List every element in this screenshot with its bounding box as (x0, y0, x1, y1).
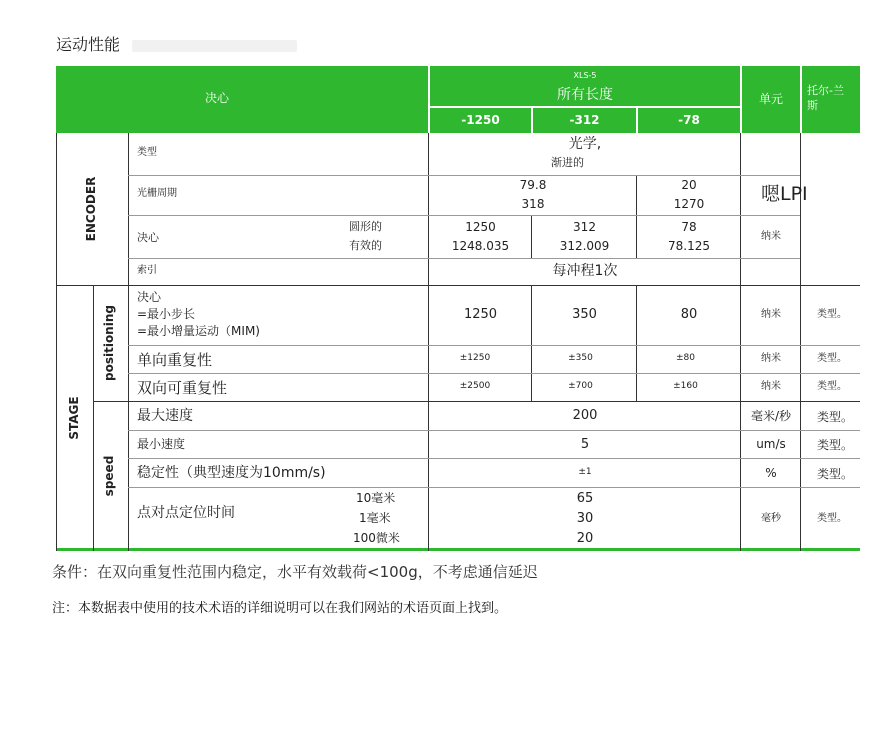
p2p-unit: 毫秒 (761, 513, 781, 524)
header-col-1250: -1250 (461, 113, 500, 127)
resolution-c2: 78.125 (668, 239, 710, 253)
resolution-c1: 78 (681, 220, 697, 234)
row-grating-label: 光栅周期 (137, 188, 177, 199)
p2p-v2: 30 (576, 511, 594, 526)
grating-ab-1: 79.8 (519, 178, 547, 192)
grating-c-1: 20 (681, 178, 697, 192)
pos-resolution-line3: =最小增量运动（MIM) (137, 324, 260, 338)
bi-a: ±2500 (459, 381, 491, 391)
uni-c: ±80 (676, 353, 695, 363)
group-speed: speed (102, 455, 116, 497)
header-all-lengths: 所有长度 (557, 87, 613, 103)
bi-tol: 类型。 (817, 381, 847, 392)
pos-resolution-line1: 决心 (137, 290, 162, 304)
pos-resolution-a: 1250 (463, 307, 498, 322)
pos-resolution-tol: 类型。 (817, 309, 847, 320)
speed-max-label: 最大速度 (137, 408, 193, 424)
row-index-label: 索引 (137, 265, 157, 276)
header-model: XLS-5 (573, 71, 597, 80)
grating-c-2: 1270 (673, 197, 705, 211)
bi-label: 双向可重复性 (137, 379, 228, 397)
uni-a: ±1250 (459, 353, 491, 363)
p2p-sub-10mm: 10毫米 (356, 491, 396, 505)
p2p-v1: 65 (576, 491, 594, 506)
speed-stability-value: ±1 (578, 467, 592, 477)
bi-b: ±700 (568, 381, 593, 391)
index-value: 每冲程1次 (552, 263, 618, 279)
speed-min-value: 5 (580, 437, 590, 452)
group-encoder: ENCODER (84, 176, 98, 242)
speed-min-unit: um/s (756, 437, 786, 451)
p2p-sub-1mm: 1毫米 (359, 511, 391, 525)
grating-unit: 嗯LPI (761, 183, 808, 205)
uni-label: 单向重复性 (137, 351, 213, 369)
page-title: 运动性能 (56, 35, 121, 54)
header-resolution: 决心 (205, 91, 230, 105)
grating-ab-2: 318 (521, 197, 545, 211)
header-col-312: -312 (569, 113, 600, 127)
row-type-label: 类型 (137, 147, 157, 158)
resolution-a1: 1250 (465, 220, 496, 234)
header-tolerance: 托尔-兰斯 (807, 84, 844, 113)
group-positioning: positioning (102, 305, 116, 381)
speed-max-unit: 毫米/秒 (750, 409, 792, 423)
bi-unit: 纳米 (761, 381, 781, 392)
speed-min-label: 最小速度 (137, 437, 186, 451)
note-text: 注：本数据表中使用的技术术语的详细说明可以在我们网站的术语页面上找到。 (52, 601, 508, 616)
speed-max-tol: 类型。 (817, 410, 854, 424)
conditions-text: 条件：在双向重复性范围内稳定，水平有效载荷<100g，不考虑通信延迟 (52, 563, 538, 581)
resolution-sub-effective: 有效的 (349, 239, 382, 252)
speed-stability-label: 稳定性（典型速度为10mm/s) (137, 465, 326, 481)
header-col-78: -78 (678, 113, 700, 127)
speed-stability-unit: % (765, 466, 777, 480)
speed-stability-tol: 类型。 (817, 467, 854, 481)
uni-b: ±350 (568, 353, 593, 363)
resolution-b2: 312.009 (559, 239, 610, 253)
resolution-unit: 纳米 (761, 231, 781, 242)
pos-resolution-unit: 纳米 (761, 309, 781, 320)
type-value-1: 光学, (568, 136, 602, 152)
speed-max-value: 200 (572, 408, 598, 423)
pos-resolution-c: 80 (680, 307, 698, 322)
header-unit: 单元 (758, 92, 783, 106)
p2p-sub-100um: 100微米 (353, 531, 400, 545)
uni-unit: 纳米 (761, 353, 781, 364)
type-value-2: 渐进的 (551, 156, 584, 169)
uni-tol: 类型。 (817, 353, 847, 364)
p2p-v3: 20 (576, 531, 594, 546)
pos-resolution-line2: =最小步长 (137, 307, 196, 321)
bi-c: ±160 (673, 381, 698, 391)
resolution-sub-circular: 圆形的 (349, 220, 382, 233)
faded-subtitle (132, 40, 297, 52)
resolution-b1: 312 (573, 220, 596, 234)
p2p-tol: 类型。 (817, 513, 847, 524)
pos-resolution-b: 350 (572, 307, 597, 322)
group-stage: STAGE (67, 396, 81, 440)
speed-min-tol: 类型。 (817, 438, 854, 452)
resolution-a2: 1248.035 (451, 239, 510, 253)
row-resolution-label: 决心 (137, 231, 159, 244)
p2p-label: 点对点定位时间 (137, 505, 235, 521)
